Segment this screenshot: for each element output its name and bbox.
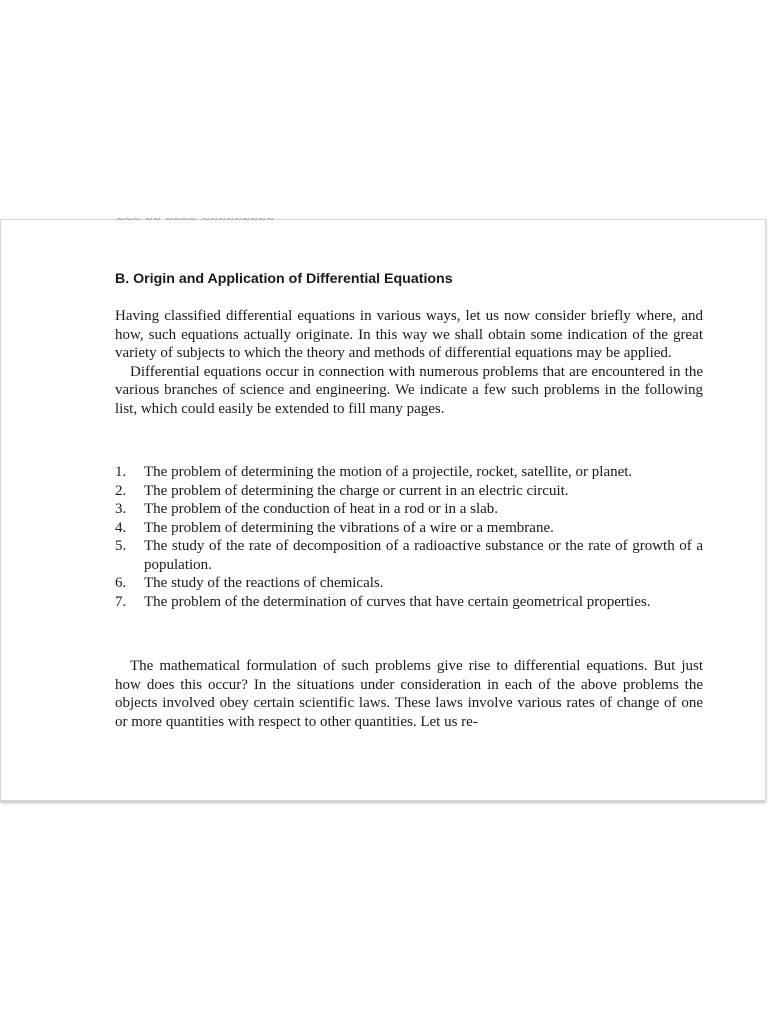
intro-text-block [115,307,703,418]
list-item-number: 5. [115,538,127,554]
paragraph-3: The mathematical formulation of such problems give rise to differential equations. But just how does this occur? In the situations under consideration in each of the above problems the objects involved obey certain scientific laws. These laws involve various rates of change of one or more quantities with respect to other quantities. Let us re- [115,658,703,730]
list-item-text: The problem of determining the charge or current in an electric circuit. [144,482,569,499]
section-heading: B. Origin and Application of Differential Equations [115,271,453,287]
list-item [115,574,703,593]
list-item-text: The problem of determining the vibrations of a wire or a membrane. [144,519,554,536]
list-item [115,500,703,519]
list-item [115,537,703,574]
list-item-text: The problem of the conduction of heat in a rod or in a slab. [144,501,499,517]
document-page[interactable] [0,211,766,801]
list-item-number: 6. [115,575,127,591]
list-item-number: 7. [115,593,127,610]
list-item-text: The problem of determining the motion of a projectile, rocket, satellite, or planet. [144,464,633,480]
list-item-number: 2. [115,482,127,499]
problem-list [115,463,703,611]
list-item-number: 3. [115,501,127,517]
paragraph-1: Having classified differential equations in various ways, let us now consider briefly where, and how, such equations actually originate. In this way we shall obtain some indication of the great variety of subjects to which the theory and methods of differential equations may be applied. [115,308,703,361]
cut-off-header-text: ~~~ ~~ ~~~~ ~~~~~~~~~ [117,211,275,226]
list-item [115,463,703,482]
list-item-number: 4. [115,519,127,536]
list-item-text: The study of the reactions of chemicals. [144,575,384,591]
paragraph-2: Differential equations occur in connection with numerous problems that are encountered in the various branches of science and engineering. We indicate a few such problems in the following list, which could easily be extended to fill many pages. [115,363,703,417]
list-item [115,519,703,538]
list-item-text: The problem of the determination of curves that have certain geometrical properties. [144,593,651,610]
closing-text-block [115,657,703,731]
list-item-number: 1. [115,464,127,480]
list-item [115,593,703,612]
list-item-text: The study of the rate of decomposition of a radioactive substance or the rate of growth of a population. [144,538,703,573]
list-item [115,482,703,501]
